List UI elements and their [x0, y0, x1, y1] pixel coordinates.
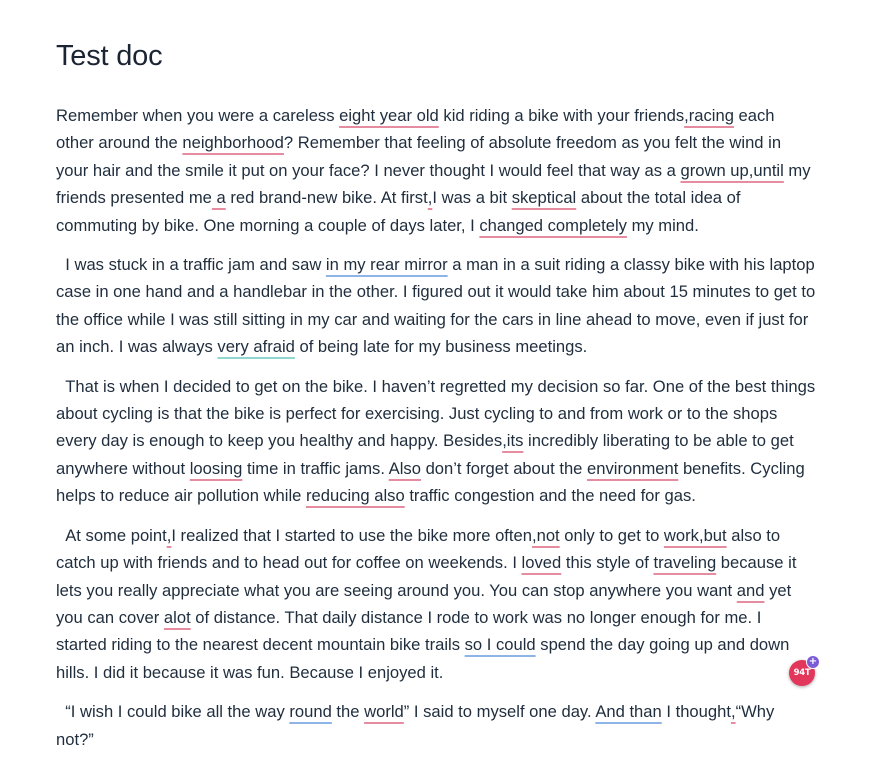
flagged-phrase-red[interactable]: Also: [388, 458, 421, 478]
flagged-phrase-red[interactable]: ,: [166, 525, 172, 545]
text-run: “I wish I could bike all the way: [56, 702, 290, 722]
text-run: ” I said to myself one day.: [403, 702, 596, 722]
grammar-count-label: 94T: [793, 668, 811, 678]
flagged-phrase-red[interactable]: ,racing: [684, 106, 734, 125]
text-run: each other around the: [56, 106, 780, 153]
text-run: a man in a suit riding a classy bike with his laptop case in one hand and a handlebar in the other. I figured out it would take him about 15 minutes to get to the office while I was still sitting in my car and waiting for the cars in line ahead to move, even if just for an inch. I was always: [56, 255, 820, 357]
flagged-phrase-red[interactable]: work,but: [663, 525, 727, 545]
flagged-phrase-blue[interactable]: so I could: [464, 635, 536, 655]
text-run: because it lets you really appreciate what you are seeing around you. You can stop anywhere you want: [56, 553, 802, 600]
flagged-phrase-red[interactable]: traveling: [653, 553, 717, 573]
text-run: my friends presented me: [56, 160, 816, 208]
flagged-phrase-red[interactable]: and: [736, 580, 765, 600]
flagged-phrase-red[interactable]: reducing also: [305, 486, 405, 506]
paragraph[interactable]: [56, 251, 820, 361]
text-run: I thought: [661, 702, 731, 722]
document-title[interactable]: Test doc: [56, 40, 163, 72]
text-run: of being late for my business meetings.: [294, 337, 588, 357]
flagged-phrase-red[interactable]: skeptical: [511, 188, 577, 208]
text-run: “Why not?”: [56, 702, 779, 749]
flagged-phrase-red[interactable]: ,not: [531, 525, 560, 545]
text-run: spend the day going up and down hills. I did it because it was fun. Because I enjoyed it.: [56, 635, 795, 682]
document-paragraphs[interactable]: [56, 102, 820, 753]
text-run: my mind.: [626, 215, 699, 235]
flagged-phrase-red[interactable]: world: [364, 702, 404, 722]
flagged-phrase-red[interactable]: loved: [521, 553, 562, 573]
text-run: I realized that I started to use the bike more often: [171, 525, 532, 545]
flagged-phrase-blue[interactable]: round: [289, 702, 332, 722]
text-run: the: [331, 702, 365, 722]
text-run: only to get to: [559, 525, 664, 545]
text-run: about the total idea of commuting by bike. One morning a couple of days later, I: [56, 188, 746, 235]
document-body[interactable]: [56, 36, 820, 765]
flagged-phrase-red[interactable]: a: [211, 188, 226, 208]
flagged-phrase-blue[interactable]: And than: [595, 702, 662, 722]
flagged-phrase-blue[interactable]: in my rear mirror: [325, 255, 448, 275]
text-run: Remember when you were a careless: [56, 106, 340, 125]
grammar-check-badge[interactable]: [789, 656, 818, 686]
plus-icon[interactable]: +: [806, 655, 820, 669]
flagged-phrase-red[interactable]: alot: [163, 607, 191, 627]
paragraph[interactable]: [56, 522, 816, 686]
paragraph[interactable]: [56, 373, 820, 510]
text-run: time in traffic jams.: [242, 458, 389, 478]
flagged-phrase-red[interactable]: environment: [587, 458, 679, 478]
flagged-phrase-red[interactable]: changed completely: [479, 215, 627, 235]
flagged-phrase-red[interactable]: neighborhood: [182, 133, 284, 153]
paragraph[interactable]: [56, 698, 816, 753]
text-run: also to catch up with friends and to head out for coffee on weekends. I: [56, 525, 785, 573]
flagged-phrase-red[interactable]: loosing: [189, 458, 243, 478]
text-run: kid riding a bike with your friends: [438, 106, 685, 125]
text-run: of distance. That daily distance I rode to work was no longer enough for me. I started riding to the nearest decent mountain bike trails: [56, 607, 766, 655]
flagged-phrase-red[interactable]: eight year old: [339, 106, 439, 125]
text-run: At some point: [56, 525, 167, 545]
text-run: yet you can cover: [56, 580, 796, 627]
flagged-phrase-red[interactable]: ,its: [502, 431, 524, 451]
text-run: incredibly liberating to be able to get anywhere without: [56, 431, 799, 478]
text-run: don’t forget about the: [420, 458, 588, 478]
text-run: ? Remember that feeling of absolute freedom as you felt the wind in your hair and the smile it put on your face? I never thought I would feel that way as a: [56, 133, 786, 180]
flagged-phrase-red[interactable]: ,: [427, 188, 433, 208]
text-run: this style of: [561, 553, 654, 573]
text-run: traffic congestion and the need for gas.: [404, 486, 696, 506]
text-run: That is when I decided to get on the bike. I haven’t regretted my decision so far. One of the best things about cycling is that the bike is perfect for exercising. Just cycling to and from work or to the shops every day is enough to keep you healthy and happy. Besides: [56, 376, 820, 451]
text-run: I was a bit: [432, 188, 512, 208]
flagged-phrase-red[interactable]: grown up,until: [680, 160, 784, 180]
flagged-phrase-teal[interactable]: very afraid: [217, 337, 295, 357]
paragraph[interactable]: [56, 102, 816, 239]
flagged-phrase-red[interactable]: ,: [730, 702, 736, 722]
text-run: I was stuck in a traffic jam and saw: [56, 255, 326, 275]
text-run: benefits. Cycling helps to reduce air pollution while: [56, 458, 810, 506]
text-run: red brand-new bike. At first: [225, 188, 428, 208]
